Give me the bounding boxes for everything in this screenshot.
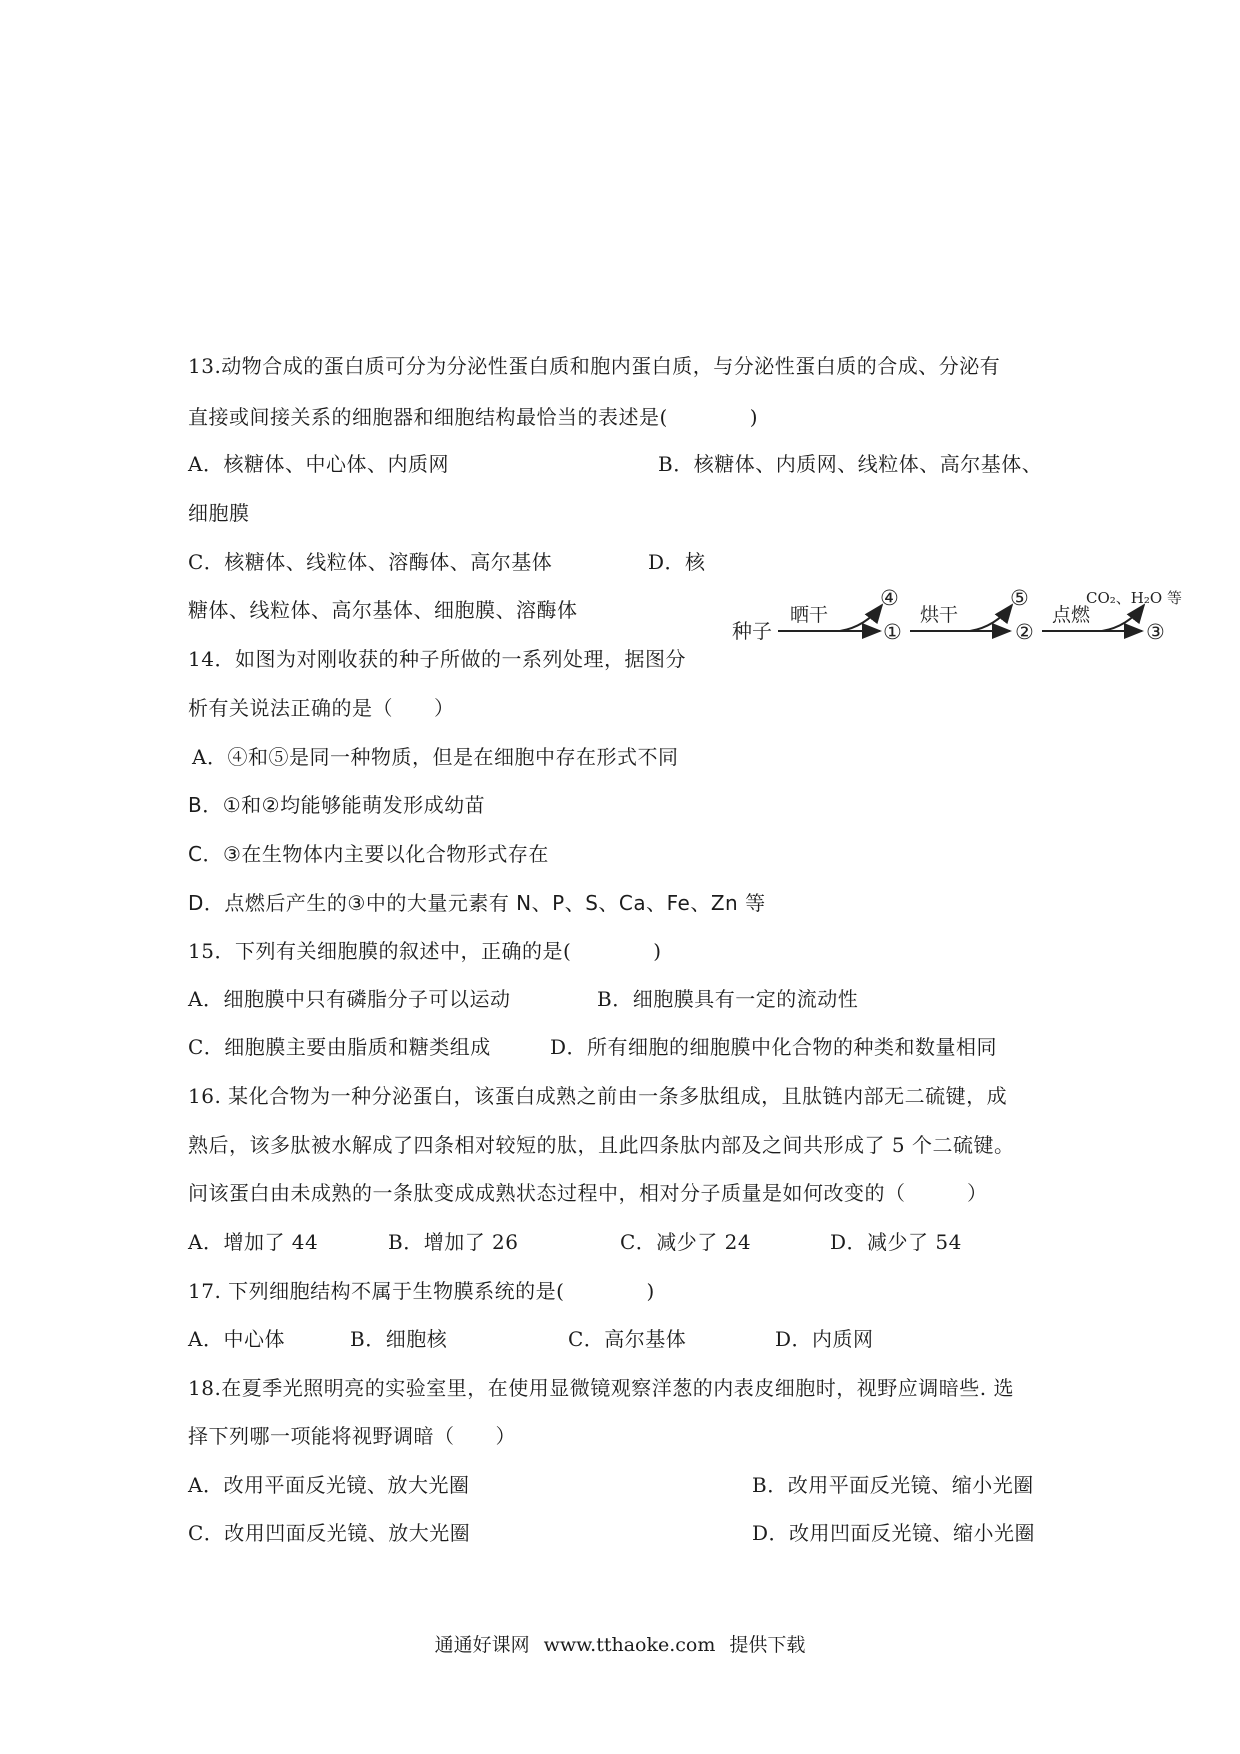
q16-option-d: D．减少了 54: [830, 1230, 962, 1254]
q14-stem-line-1: 14．如图为对刚收获的种子所做的一系列处理，据图分: [188, 647, 686, 671]
diagram-step2-label: 烘干: [920, 604, 959, 626]
branch-arrow-1: [840, 605, 882, 631]
q15-stem: 15．下列有关细胞膜的叙述中，正确的是( ): [188, 939, 662, 963]
q13-option-a: A．核糖体、中心体、内质网: [188, 452, 449, 476]
diagram-products-label: CO₂、H₂O 等: [1086, 589, 1182, 607]
q14-option-b: B．①和②均能够能萌发形成幼苗: [188, 793, 486, 817]
branch-arrow-3: [1102, 605, 1144, 631]
q18-option-c: C．改用凹面反光镜、放大光圈: [188, 1521, 471, 1545]
q13-stem-line-2: 直接或间接关系的细胞器和细胞结构最恰当的表述是( ): [188, 405, 759, 429]
diagram-step3-label: 点燃: [1052, 604, 1091, 626]
q15-option-d: D．所有细胞的细胞膜中化合物的种类和数量相同: [550, 1035, 998, 1059]
q15-option-b: B．细胞膜具有一定的流动性: [597, 987, 859, 1011]
q16-stem-line-1: 16. 某化合物为一种分泌蛋白，该蛋白成熟之前由一条多肽组成，且肽链内部无二硫键，成: [188, 1084, 1008, 1108]
diagram-step1-label: 晒干: [790, 604, 829, 626]
diagram-node-5: ⑤: [1010, 586, 1029, 610]
diagram-seed-label: 种子: [732, 619, 772, 643]
q13-stem-line-1: 13.动物合成的蛋白质可分为分泌性蛋白质和胞内蛋白质，与分泌性蛋白质的合成、分泌有: [188, 354, 1001, 378]
q18-stem-line-1: 18.在夏季光照明亮的实验室里，在使用显微镜观察洋葱的内表皮细胞时，视野应调暗些. 选: [188, 1376, 1015, 1400]
q15-option-c: C．细胞膜主要由脂质和糖类组成: [188, 1035, 491, 1059]
diagram-node-1: ①: [883, 620, 902, 644]
q14-option-c: C．③在生物体内主要以化合物形式存在: [188, 842, 549, 866]
footer-url[interactable]: www.tthaoke.com: [543, 1634, 716, 1656]
diagram-node-4: ④: [880, 586, 899, 610]
q18-stem-line-2: 择下列哪一项能将视野调暗（ ）: [188, 1424, 516, 1448]
page-footer: [0, 1632, 1240, 1658]
q16-stem-line-2: 熟后，该多肽被水解成了四条相对较短的肽，且此四条肽内部及之间共形成了 5 个二硫键。: [188, 1133, 1015, 1157]
footer-site-name: 通通好课网: [434, 1634, 530, 1656]
diagram-node-2: ②: [1015, 620, 1034, 644]
q16-option-a: A．增加了 44: [188, 1230, 319, 1254]
q13-option-d: D．核: [648, 550, 706, 574]
q16-option-c: C．减少了 24: [620, 1230, 752, 1254]
q17-option-b: B．细胞核: [350, 1327, 448, 1351]
q18-option-b: B．改用平面反光镜、缩小光圈: [752, 1473, 1034, 1497]
q13-option-d-cont: 糖体、线粒体、高尔基体、细胞膜、溶酶体: [188, 598, 578, 622]
q17-option-d: D．内质网: [775, 1327, 874, 1351]
footer-note: 提供下载: [729, 1634, 806, 1656]
q16-option-b: B．增加了 26: [388, 1230, 519, 1254]
q17-option-a: A．中心体: [188, 1327, 285, 1351]
q17-option-c: C．高尔基体: [568, 1327, 687, 1351]
diagram-node-3: ③: [1146, 620, 1165, 644]
q18-option-d: D．改用凹面反光镜、缩小光圈: [752, 1521, 1036, 1545]
q15-option-a: A．细胞膜中只有磷脂分子可以运动: [188, 987, 511, 1011]
q13-option-b-cont: 细胞膜: [188, 501, 250, 525]
q16-stem-line-3: 问该蛋白由未成熟的一条肽变成成熟状态过程中，相对分子质量是如何改变的（ ）: [188, 1181, 988, 1205]
seed-treatment-diagram: [730, 583, 1210, 653]
q14-stem-line-2: 析有关说法正确的是（ ）: [188, 696, 455, 720]
q18-option-a: A．改用平面反光镜、放大光圈: [188, 1473, 470, 1497]
branch-arrow-2: [970, 605, 1012, 631]
q13-option-c: C．核糖体、线粒体、溶酶体、高尔基体: [188, 550, 553, 574]
q14-option-d: D．点燃后产生的③中的大量元素有 N、P、S、Ca、Fe、Zn 等: [188, 891, 766, 915]
q17-stem: 17. 下列细胞结构不属于生物膜系统的是( ): [188, 1279, 655, 1303]
q14-option-a: A．④和⑤是同一种物质，但是在细胞中存在形式不同: [192, 745, 679, 769]
q13-option-b: B．核糖体、内质网、线粒体、高尔基体、: [658, 452, 1043, 476]
